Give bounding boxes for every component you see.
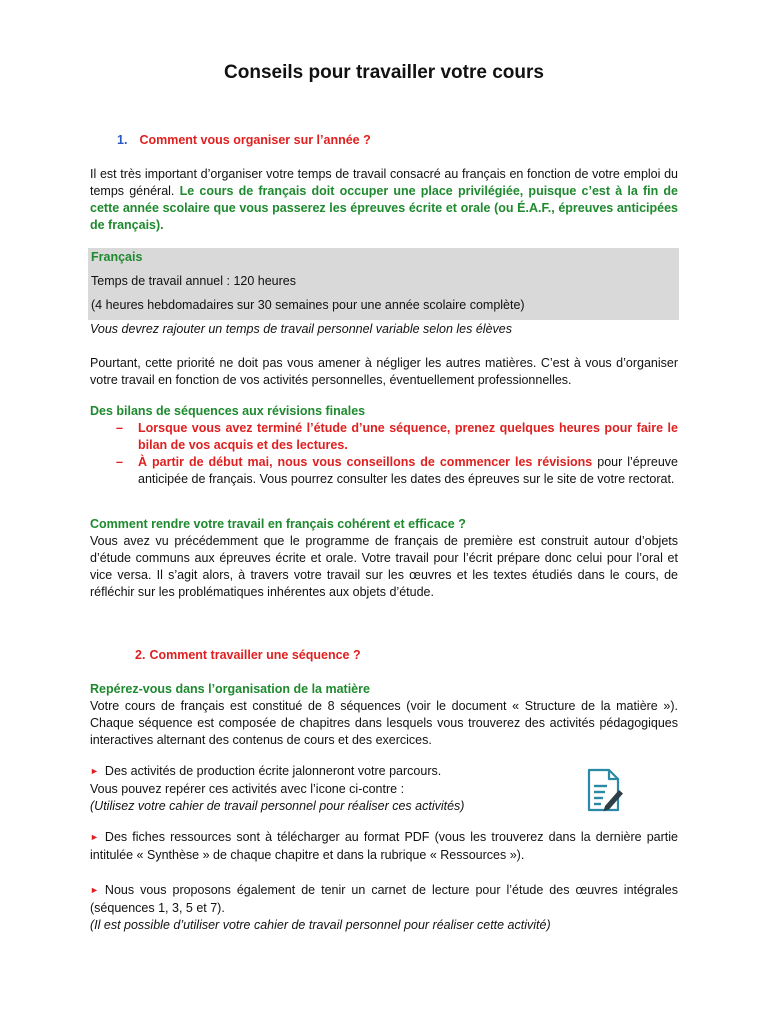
reperez-heading: Repérez-vous dans l’organisation de la matière [90,682,370,696]
item1-block [90,763,570,815]
item3-line2: (Il est possible d’utiliser votre cahier de travail personnel pour réaliser cette activité) [90,918,551,932]
page-title: Conseils pour travailler votre cours [224,62,544,83]
reperez-block [90,681,678,749]
section1-intro [90,166,678,234]
bilans-block [90,403,678,488]
reperez-text: Votre cours de français est constitué de 8 séquences (voir le document « Structure de la matière »). Chaque séquence est composée de chapitres dans lesquels vous trouverez des activités pédagogiques interactives alternant des contenus de cours et des exercices. [90,699,678,747]
bullet-red-text: Lorsque vous avez terminé l’étude d’une séquence, prenez quelques heures pour faire le bilan de vos acquis et des lectures. [138,421,678,452]
coherent-heading: Comment rendre votre travail en français cohérent et efficace ? [90,517,466,531]
triangle-bullet-icon: ► [90,832,99,842]
section1-heading [117,133,371,147]
bullet-text: pour l’épreuve anticipée de français. Vous pourrez consulter les dates des épreuves sur le site de votre rectorat. [138,455,678,486]
dash-bullet: – [116,421,123,435]
triangle-bullet-icon: ► [90,885,99,895]
coherent-text: Vous avez vu précédemment que le programme de français de première est construit autour d’objets d’étude communs aux épreuves écrite et orale. Votre travail pour l’écrit prépare donc celui pour l’oral et vice versa. Il s’agit alors, à travers votre travail sur les œuvres et les textes étudiés dans le cours, de réfléchir sur les problématiques inhérentes aux objets d’étude. [90,534,678,599]
coherent-block [90,516,678,601]
hours-box-subject: Français [91,250,143,264]
bullet-red-text: À partir de début mai, nous vous conseillons de commencer les révisions [138,455,593,469]
section1-para2: Pourtant, cette priorité ne doit pas vous amener à négliger les autres matières. C’est à vous d’organiser votre travail en fonction de vos activités personnelles, éventuellement professionnelles. [90,356,678,387]
dash-bullet: – [116,455,123,469]
bilans-list [90,420,678,488]
triangle-bullet-icon: ► [90,766,99,776]
intro-text: Il est très important d’organiser votre temps de travail consacré au français en fonction de votre emploi du temps général. [90,167,678,198]
section2-heading [135,648,361,662]
bilans-heading: Des bilans de séquences aux révisions finales [90,404,366,418]
list-item [90,454,678,488]
item1-line1: Des activités de production écrite jalonneront votre parcours. [104,764,442,778]
hours-box [88,248,679,320]
item3-line1: Nous vous proposons également de tenir un carnet de lecture pour l’étude des œuvres intégrales (séquences 1, 3, 5 et 7). [90,883,678,915]
section2-heading-text: Comment travailler une séquence ? [149,648,361,662]
intro-highlight: Le cours de français doit occuper une place privilégiée, puisque c’est à la fin de cette année scolaire que vous passerez les épreuves écrite et orale (ou É.A.F., épreuves anticipées de français). [90,184,678,232]
hours-box-hours: Temps de travail annuel : 120 heures [91,274,296,288]
section2-number: 2. [135,648,146,662]
writing-activity-icon [583,766,625,814]
section1-number: 1. [117,133,128,147]
item2-block [90,829,678,864]
hours-box-detail: (4 heures hebdomadaires sur 30 semaines pour une année scolaire complète) [91,298,525,312]
item2-text: Des fiches ressources sont à télécharger au format PDF (vous les trouverez dans la dernière partie intitulée « Synthèse » de chaque chapitre et dans la rubrique « Ressources »). [90,830,678,862]
hours-box-note: Vous devrez rajouter un temps de travail personnel variable selon les élèves [90,322,512,336]
section1-heading-text: Comment vous organiser sur l’année ? [139,133,371,147]
item1-line2: Vous pouvez repérer ces activités avec l’icone ci-contre : [90,782,405,796]
item1-line3: (Utilisez votre cahier de travail personnel pour réaliser ces activités) [90,799,465,813]
list-item [90,420,678,454]
item3-block [90,882,678,934]
